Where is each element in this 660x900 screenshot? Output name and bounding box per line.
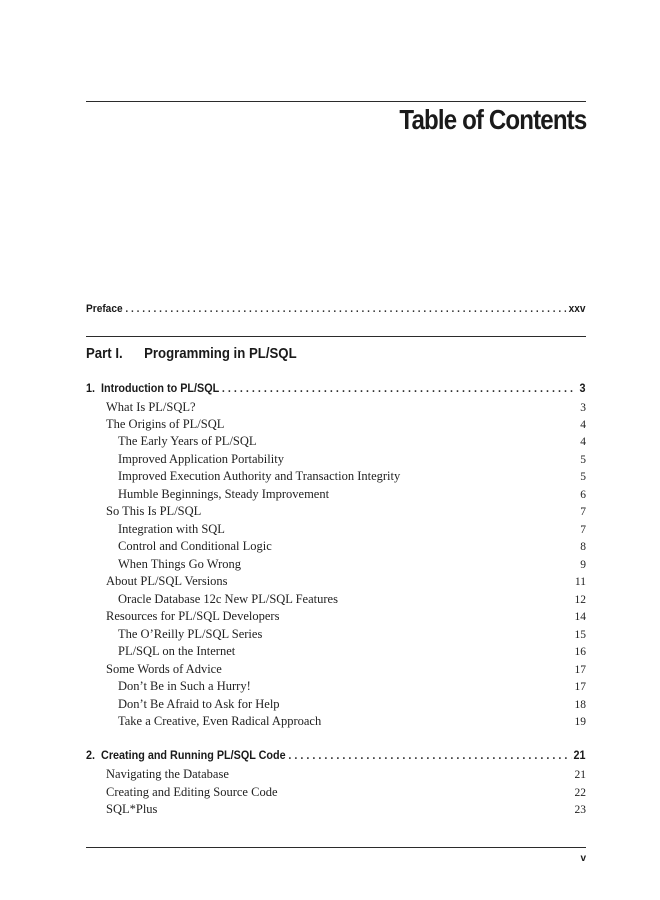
toc-entry[interactable] (86, 627, 586, 642)
entry-title: The Origins of PL/SQL (106, 417, 225, 431)
toc-entry[interactable] (86, 802, 586, 817)
chapter-title: Creating and Running PL/SQL Code (101, 748, 286, 762)
toc-entry[interactable] (86, 400, 586, 415)
entry-title: So This Is PL/SQL (106, 504, 202, 518)
entry-title: PL/SQL on the Internet (118, 644, 236, 658)
entry-page: 12 (574, 594, 586, 606)
toc-entry[interactable] (86, 504, 586, 519)
entry-page: 19 (574, 716, 586, 728)
entry-page: 6 (580, 489, 586, 501)
toc-entry[interactable] (86, 697, 586, 712)
part-heading[interactable] (86, 345, 297, 362)
entry-title: Humble Beginnings, Steady Improvement (118, 487, 330, 501)
entry-title: Don’t Be in Such a Hurry! (118, 679, 251, 693)
entry-title: Improved Execution Authority and Transaction Integrity (118, 469, 401, 483)
top-rule (86, 101, 586, 102)
chapter-title: Introduction to PL/SQL (101, 381, 220, 395)
preface-page: xxv (568, 303, 586, 315)
leader-dots (125, 303, 566, 315)
toc-entry[interactable] (86, 469, 586, 484)
part-number: Part I. (86, 345, 123, 362)
chapter-page: 21 (573, 748, 586, 762)
entry-page: 9 (580, 559, 586, 571)
entry-page: 8 (580, 541, 586, 553)
entry-title: Resources for PL/SQL Developers (106, 609, 280, 623)
entry-title: Don’t Be Afraid to Ask for Help (118, 697, 280, 711)
entry-page: 22 (574, 787, 586, 799)
entry-page: 3 (580, 402, 586, 414)
entry-title: Integration with SQL (118, 522, 225, 536)
entry-page: 15 (574, 629, 586, 641)
entry-page: 18 (574, 699, 586, 711)
entry-page: 5 (580, 471, 586, 483)
entry-page: 4 (580, 436, 586, 448)
chapter-number: 1. (86, 381, 96, 395)
entry-page: 21 (574, 769, 586, 781)
entry-page: 7 (580, 506, 586, 518)
toc-preface[interactable] (86, 303, 586, 315)
entry-page: 14 (574, 611, 586, 623)
toc-entry[interactable] (86, 767, 586, 782)
toc-entry[interactable] (86, 662, 586, 677)
page-number: v (580, 853, 586, 864)
toc-entry[interactable] (86, 539, 586, 554)
entry-title: Control and Conditional Logic (118, 539, 272, 553)
chapter-page: 3 (579, 381, 586, 395)
toc-entry[interactable] (86, 714, 586, 729)
entry-title: Improved Application Portability (118, 452, 284, 466)
toc-entry[interactable] (86, 574, 586, 589)
entry-page: 11 (574, 576, 586, 588)
entry-title: Take a Creative, Even Radical Approach (118, 714, 322, 728)
entry-page: 17 (574, 681, 586, 693)
entry-page: 23 (574, 804, 586, 816)
entry-title: Creating and Editing Source Code (106, 785, 278, 799)
entry-page: 16 (574, 646, 586, 658)
toc-entry[interactable] (86, 452, 586, 467)
toc-entry[interactable] (86, 522, 586, 537)
leader-dots (222, 381, 577, 395)
entry-title: The O’Reilly PL/SQL Series (118, 627, 263, 641)
toc-entry[interactable] (86, 487, 586, 502)
toc-entry[interactable] (86, 644, 586, 659)
entry-page: 5 (580, 454, 586, 466)
toc-entry[interactable] (86, 592, 586, 607)
entry-page: 4 (580, 419, 586, 431)
entry-title: About PL/SQL Versions (106, 574, 228, 588)
toc-entry[interactable] (86, 785, 586, 800)
entry-page: 7 (580, 524, 586, 536)
toc-entry[interactable] (86, 417, 586, 432)
toc-entry[interactable] (86, 679, 586, 694)
preface-label: Preface (86, 303, 123, 315)
toc-chapter-1[interactable] (86, 381, 586, 395)
leader-dots (288, 748, 570, 762)
toc-entry[interactable] (86, 557, 586, 572)
page-title: Table of Contents (399, 104, 586, 135)
entry-title: Some Words of Advice (106, 662, 222, 676)
entry-title: When Things Go Wrong (118, 557, 241, 571)
entry-title: Navigating the Database (106, 767, 229, 781)
toc-entry[interactable] (86, 609, 586, 624)
toc-chapter-2[interactable] (86, 748, 586, 762)
bottom-rule (86, 847, 586, 848)
entry-title: Oracle Database 12c New PL/SQL Features (118, 592, 338, 606)
part-title: Programming in PL/SQL (144, 345, 297, 362)
toc-entry[interactable] (86, 434, 586, 449)
chapter-number: 2. (86, 748, 96, 762)
part-rule (86, 336, 586, 337)
entry-title: SQL*Plus (106, 802, 158, 816)
entry-title: The Early Years of PL/SQL (118, 434, 257, 448)
entry-title: What Is PL/SQL? (106, 400, 196, 414)
entry-page: 17 (574, 664, 586, 676)
